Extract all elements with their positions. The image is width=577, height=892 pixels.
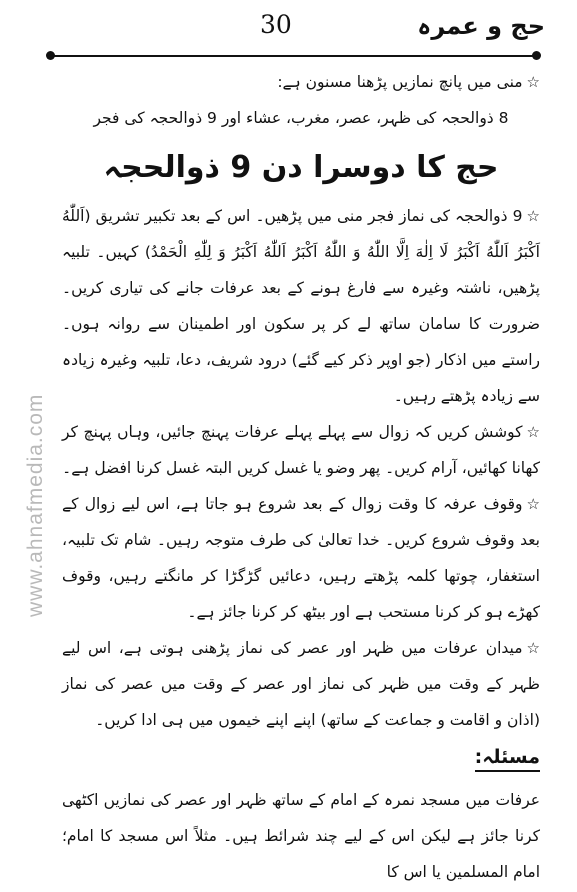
star-icon: ☆ (526, 207, 540, 225)
section-heading: حج کا دوسرا دن 9 ذوالحجہ (103, 150, 499, 185)
masla-heading: مسئلہ: (475, 744, 540, 772)
star-icon: ☆ (526, 423, 540, 441)
star-icon: ☆ (526, 495, 540, 513)
paragraph-mina-prayers (62, 64, 540, 100)
paragraph-wuquf (62, 486, 540, 630)
paragraph-masjid-nimra (62, 782, 540, 890)
prayer-list (62, 100, 540, 136)
rule-dot-right (532, 51, 541, 60)
paragraph-text: کوشش کریں کہ زوال سے پہلے پہلے عرفات پہنچ جائیں، وہاں پہنچ کر کھانا کھائیں، آرام کریں۔ پھر وضو یا غسل کریں البتہ غسل کرنا افضل ہے۔ (62, 423, 540, 477)
rule-dot-left (46, 51, 55, 60)
book-title: حج و عمرہ (417, 12, 545, 40)
paragraph-reach-arafat (62, 414, 540, 486)
page-body (62, 64, 540, 890)
paragraph-text: عرفات میں مسجد نمرہ کے امام کے ساتھ ظہر اور عصر کی نمازیں اکٹھی کرنا جائز ہے لیکن اس کے لیے چند شرائط ہیں۔ مثلاً اس مسجد کا امام؛ امام المسلمین یا اس کا (62, 791, 540, 881)
star-icon: ☆ (526, 639, 540, 657)
star-icon: ☆ (526, 73, 540, 91)
header-rule (50, 55, 537, 57)
watermark: www.ahnafmedia.com (24, 393, 47, 617)
masla-row (62, 738, 540, 782)
paragraph-zuhr-asr (62, 630, 540, 738)
paragraph-text: وقوف عرفہ کا وقت زوال کے بعد شروع ہو جاتا ہے، اس لیے زوال کے بعد وقوف شروع کریں۔ خدا تعالیٰ کی طرف متوجہ رہیں۔ شام تک تلبیہ، استغفار، چوتھا کلمہ پڑھتے رہیں، دعائیں گڑگڑا کر مانگتے رہیں، وقوف کھڑے ہو کر کرنا مستحب ہے اور بیٹھ کر کرنا جائز ہے۔ (62, 495, 540, 621)
page-header (0, 0, 577, 70)
paragraph-text: 8 ذوالحجہ کی ظہر، عصر، مغرب، عشاء اور 9 ذوالحجہ کی فجر (93, 109, 509, 127)
paragraph-text: میدان عرفات میں ظہر اور عصر کی نماز پڑھنی ہوتی ہے، اس لیے ظہر کے وقت میں ظہر کی نماز اور عصر کے وقت میں عصر کی نماز (اذان و اقامت و جماعت کے ساتھ) اپنے اپنے خیموں میں ہی ادا کریں۔ (62, 639, 540, 729)
paragraph-fajr-arafat (62, 198, 540, 414)
page-number: 30 (260, 10, 292, 39)
paragraph-text: منی میں پانچ نمازیں پڑھنا مسنون ہے: (277, 73, 523, 91)
paragraph-text: 9 ذوالحجہ کی نماز فجر منی میں پڑھیں۔ اس کے بعد تکبیر تشریق (اَللّٰهُ اَکْبَرُ اَللّٰهُ اَکْبَرُ لَا اِلٰهَ اِلَّا اللّٰهُ وَ اللّٰهُ اَکْبَرُ اَللّٰهُ اَکْبَرُ وَ لِلّٰهِ الْحَمْدُ) کہیں۔ تلبیہ پڑھیں، ناشتہ وغیرہ سے فارغ ہونے کے بعد عرفات جانے کی تیاری کریں۔ ضرورت کا سامان ساتھ لے کر پر سکون اور اطمینان سے روانہ ہوں۔ راستے میں اذکار (جو اوپر ذکر کیے گئے) درود شریف، دعا، تلبیہ وغیرہ زیادہ سے زیادہ پڑھتے رہیں۔ (62, 207, 540, 405)
